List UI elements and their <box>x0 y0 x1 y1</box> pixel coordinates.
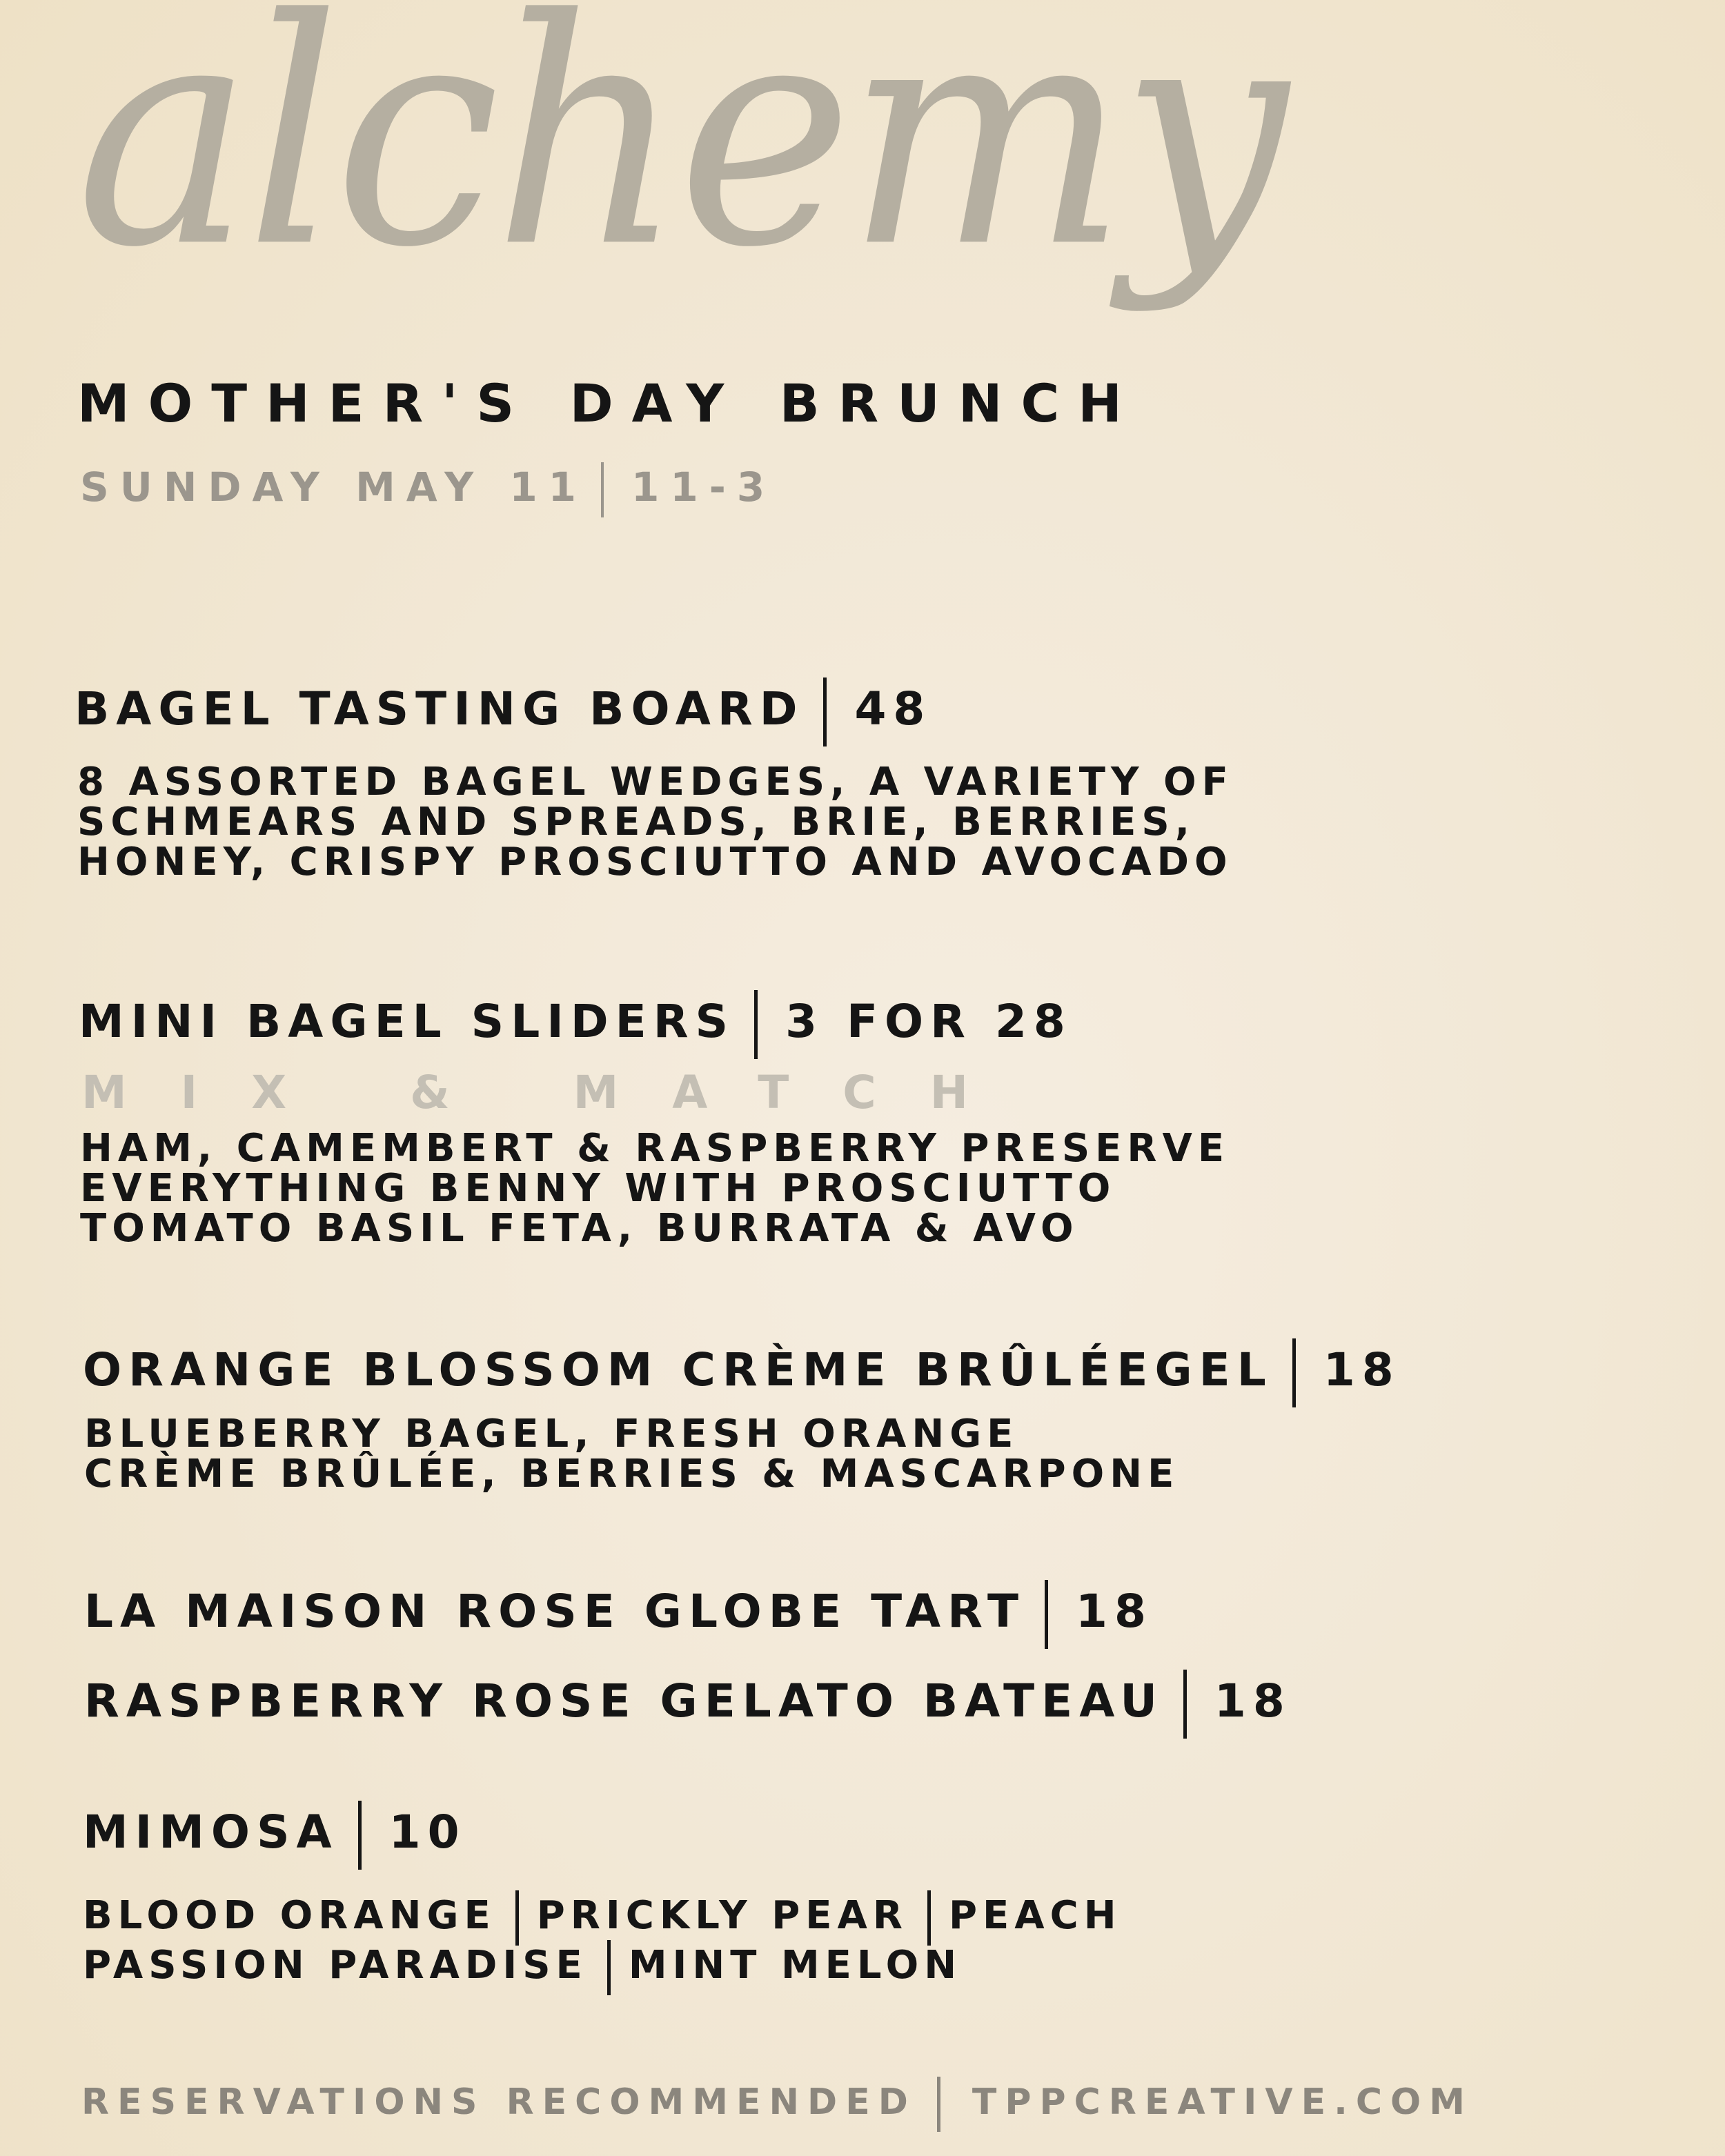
flavor: PEACH <box>948 1893 1122 1939</box>
divider <box>823 678 827 746</box>
item-name: BAGEL TASTING BOARD <box>75 682 805 736</box>
divider <box>1183 1670 1187 1739</box>
item-price: 3 FOR 28 <box>785 995 1072 1049</box>
divider <box>937 2077 940 2132</box>
item-subtitle: MIX & MATCH <box>81 1066 1022 1119</box>
alchemy-logo: alchemy <box>76 0 1281 316</box>
flavor: MINT MELON <box>628 1943 963 1988</box>
divider <box>1292 1338 1296 1407</box>
description-line: CRÈME BRÛLÉE, BERRIES & MASCARPONE <box>84 1452 1180 1496</box>
item-name: LA MAISON ROSE GLOBE TART <box>84 1585 1026 1639</box>
description-line: HONEY, CRISPY PROSCIUTTO AND AVOCADO <box>77 840 1233 884</box>
item-name: RASPBERRY ROSE GELATO BATEAU <box>84 1674 1164 1728</box>
description-line: HAM, CAMEMBERT & RASPBERRY PRESERVE <box>80 1126 1230 1171</box>
divider <box>1045 1580 1048 1649</box>
divider <box>607 1940 611 1995</box>
footer-website: TPPCREATIVE.COM <box>972 2081 1473 2123</box>
description-line: BLUEBERRY BAGEL, FRESH ORANGE <box>84 1412 1019 1456</box>
event-hours: 11-3 <box>631 464 776 511</box>
item-name: MIMOSA <box>83 1806 339 1859</box>
menu-item-heading <box>84 1670 1292 1739</box>
description-line: EVERYTHING BENNY WITH PROSCIUTTO <box>80 1166 1116 1211</box>
footer-note: RESERVATIONS RECOMMENDED <box>81 2081 916 2123</box>
flavor-row <box>83 1940 962 1995</box>
item-description <box>77 762 1234 882</box>
item-price: 48 <box>854 682 932 736</box>
menu-item-heading <box>83 1338 1401 1407</box>
item-price: 10 <box>388 1806 466 1859</box>
divider <box>601 462 604 517</box>
event-date <box>80 462 776 517</box>
item-description <box>80 1126 1230 1251</box>
item-name: ORANGE BLOSSOM CRÈME BRÛLÉEGEL <box>83 1343 1273 1397</box>
menu-item-heading <box>84 1580 1153 1649</box>
item-description <box>84 1414 1179 1494</box>
footer <box>81 2077 1473 2132</box>
page-title: MOTHER'S DAY BRUNCH <box>77 373 1141 434</box>
flavor: PRICKLY PEAR <box>536 1893 908 1939</box>
item-price: 18 <box>1214 1674 1292 1728</box>
item-name: MINI BAGEL SLIDERS <box>79 995 736 1049</box>
divider <box>927 1890 931 1946</box>
menu-item-heading <box>79 990 1072 1059</box>
menu-item-heading <box>75 678 931 746</box>
flavor-row <box>83 1890 1122 1946</box>
menu-item-heading <box>83 1801 466 1870</box>
description-line: 8 ASSORTED BAGEL WEDGES, A VARIETY OF <box>77 760 1234 804</box>
flavor: PASSION PARADISE <box>83 1943 588 1988</box>
description-line: TOMATO BASIL FETA, BURRATA & AVO <box>80 1206 1079 1251</box>
event-day: SUNDAY MAY 11 <box>80 464 588 511</box>
flavor: BLOOD ORANGE <box>83 1893 496 1939</box>
item-price: 18 <box>1323 1343 1401 1397</box>
divider <box>358 1801 362 1870</box>
divider <box>515 1890 519 1946</box>
description-line: SCHMEARS AND SPREADS, BRIE, BERRIES, <box>77 800 1195 844</box>
divider <box>754 990 758 1059</box>
item-price: 18 <box>1076 1585 1153 1639</box>
